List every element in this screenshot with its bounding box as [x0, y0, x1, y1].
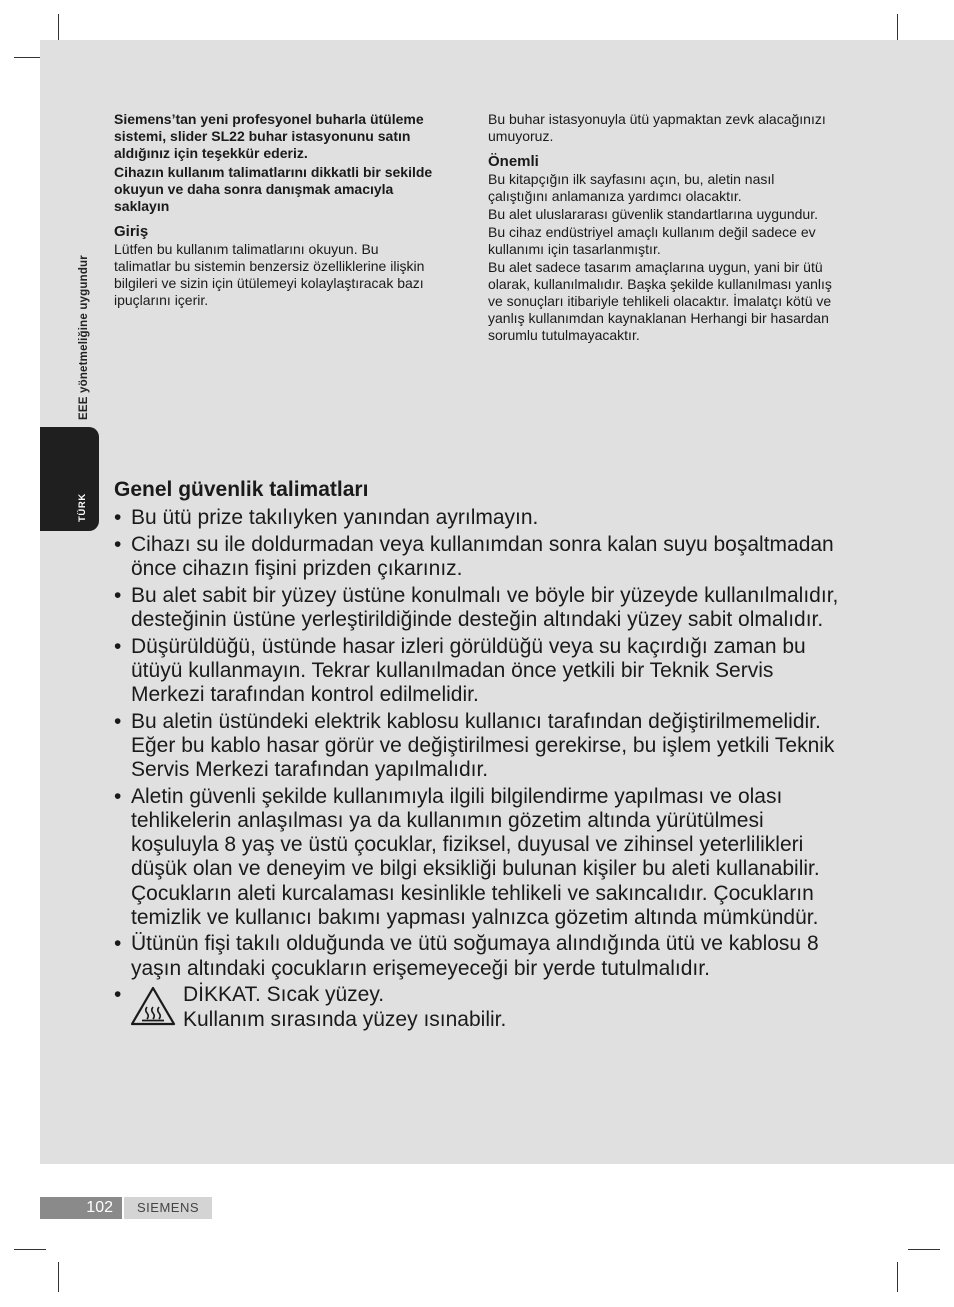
bullet: • [114, 506, 122, 529]
safety-item-text: Düşürüldüğü, üstünde hasar izleri görüldüğü veya su kaçırdığı zaman bu ütüyü kullanmayın. Tekrar kullanılmadan önce yetkili bir Teknik Servis Merkezi tarafından kontrol edilmelidir. [131, 634, 806, 706]
enjoy-text: Bu buhar istasyonuyla ütü yapmaktan zevk alacağınızı umuyoruz. [488, 111, 826, 144]
intro-column-right [488, 111, 838, 345]
directive-note: EEE yönetmeliğine uygundur [78, 255, 90, 420]
language-tab-label: TÜRK [77, 493, 88, 522]
safety-item-text: Aletin güvenli şekilde kullanımıyla ilgili bilgilendirme yapılması ve olası tehlikelerin anlaşılması ya da kullanımın gözetim altında yürütülmesi koşuluyla 8 yaş ve üstü çocuklar, fiziksel, duyusal ve zihinsel yeterlilikleri düşük olan ve deneyim ve bilgi eksikliği bulunan kişiler bu aleti kullanabilir. Çocukların aleti kurcalaması kesinlikle tehlikeli ve sakıncalıdır. Çocukların temizlik ve kullanıcı bakımı yapması yalnızca gözetim altında mümkündür. [131, 784, 820, 929]
bullet: • [114, 709, 122, 733]
safety-item-text: Bu aletin üstündeki elektrik kablosu kullanıcı tarafından değiştirilmemelidir. Eğer bu kablo hasar görür ve değiştirilmesi gerekirse, bu işlem yetkili Teknik Servis Merkezi tarafından yapılmalıdır. [131, 709, 835, 782]
bullet: • [114, 634, 122, 658]
safety-item [114, 932, 844, 980]
safety-heading: Genel güvenlik talimatları [114, 478, 369, 501]
safety-section [114, 478, 844, 1034]
warning-text [183, 983, 506, 1031]
safety-item-text: Cihazı su ile doldurmadan veya kullanımdan sonra kalan suyu boşaltmadan önce cihazın fişini prizden çıkarınız. [131, 532, 834, 580]
page-number-box [40, 1197, 122, 1219]
important-paragraph: Bu alet sadece tasarım amaçlarına uygun, yani bir ütü olarak, kullanılmalıdır. Başka şekilde kullanılması yanlış ve sonuçları itibariyle tehlikeli olacaktır. İmalatçı kötü ve yanlış kullanımdan kaynaklanan Herhangi bir hasardan sorumlu tutulmayacaktır. [488, 259, 832, 343]
safety-item [114, 785, 844, 930]
bullet: • [114, 784, 122, 808]
important-paragraph: Bu cihaz endüstriyel amaçlı kullanım değil sadece ev kullanımı için tasarlanmıştır. [488, 224, 816, 257]
warning-line-1: DİKKAT. Sıcak yüzey. [183, 983, 385, 1007]
safety-item-text: Bu ütü prize takılıyken yanından ayrılmayın. [131, 506, 539, 529]
safety-item-text: Bu alet sabit bir yüzey üstüne konulmalı ve böyle bir yüzeyde kullanılmalıdır, desteğinin üstüne yerleştirildiğinde desteğin altındaki yüzey sabit olmalıdır. [131, 583, 839, 631]
bullet: • [114, 983, 122, 1007]
bullet: • [114, 932, 122, 956]
safety-item-text: Ütünün fişi takılı olduğunda ve ütü soğumaya alındığında ütü ve kablosu 8 yaşın altındaki çocukların erişemeyeceği bir yerde tutulmalıdır. [131, 932, 819, 980]
page-number: 102 [86, 1199, 113, 1216]
intro-column-left [114, 111, 434, 311]
hot-surface-warning [114, 983, 844, 1031]
introduction-text: Lütfen bu kullanım talimatlarını okuyun. Bu talimatlar bu sistemin benzersiz özelliklerine ilişkin bilgileri ve sizin için ütülemeyi kolaylaştıracak bazı ipuçlarını içerir. [114, 241, 425, 308]
crop-mark [908, 1249, 940, 1250]
important-heading: Önemli [488, 153, 539, 170]
language-tab [40, 427, 99, 531]
thank-you-text: Siemens’tan yeni profesyonel buharla ütüleme sistemi, slider SL22 buhar istasyonunu satın aldığınız için teşekkür ederiz. [114, 111, 424, 161]
important-paragraph: Bu alet uluslararası güvenlik standartlarına uygundur. [488, 206, 818, 222]
important-paragraph: Bu kitapçığın ilk sayfasını açın, bu, aletin nasıl çalıştığını anlamanıza yardımcı olacaktır. [488, 171, 775, 204]
safety-item [114, 635, 844, 708]
introduction-heading: Giriş [114, 223, 149, 240]
bullet: • [114, 532, 122, 556]
safety-item [114, 533, 844, 581]
crop-mark [897, 1262, 898, 1292]
crop-mark [58, 1262, 59, 1292]
bullet: • [114, 583, 122, 607]
safety-item [114, 506, 844, 530]
hot-surface-warning-icon [129, 985, 177, 1027]
safety-item [114, 584, 844, 632]
crop-mark [14, 1249, 46, 1250]
safety-list [114, 506, 844, 1032]
warning-line-2: Kullanım sırasında yüzey ısınabilir. [183, 1007, 507, 1031]
brand-label: SIEMENS [124, 1197, 212, 1219]
safety-item [114, 710, 844, 783]
read-instructions-text: Cihazın kullanım talimatlarını dikkatli bir sekilde okuyun ve daha sonra danışmak amacıyla saklayın [114, 164, 433, 214]
